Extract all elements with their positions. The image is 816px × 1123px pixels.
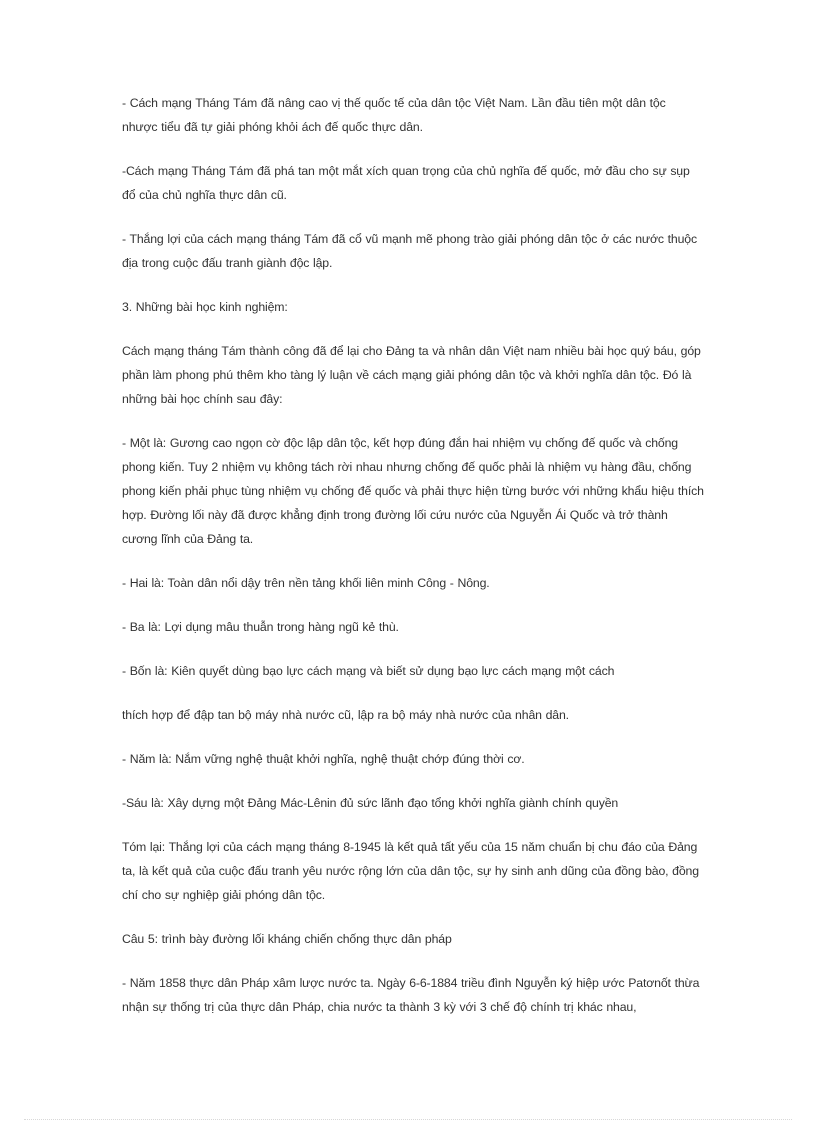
paragraph-liberation-movement: - Thắng lợi của cách mạng tháng Tám đã cổ vũ mạnh mẽ phong trào giải phóng dân tộc ở các nước thuộc địa trong cuộc đấu tranh giành độc lập. bbox=[122, 232, 697, 270]
question-heading: Câu 5: trình bày đường lối kháng chiến chống thực dân pháp bbox=[122, 932, 452, 946]
paragraph-imperialism-chain: -Cách mạng Tháng Tám đã phá tan một mắt xích quan trọng của chủ nghĩa đế quốc, mở đầu cho sự sụp đổ của chủ nghĩa thực dân cũ. bbox=[122, 164, 690, 202]
paragraph-lessons-intro: Cách mạng tháng Tám thành công đã để lại cho Đảng ta và nhân dân Việt nam nhiều bài học quý báu, góp phần làm phong phú thêm kho tàng lý luận về cách mạng giải phóng dân tộc và khởi nghĩa dân tộc. Đó là những bài học chính sau đây: bbox=[122, 344, 701, 406]
paragraph-lesson-six: -Sáu là: Xây dựng một Đảng Mác-Lênin đủ sức lãnh đạo tổng khởi nghĩa giành chính quyền bbox=[122, 796, 619, 810]
paragraph-lesson-four-continued: thích hợp để đập tan bộ máy nhà nước cũ, lập ra bộ máy nhà nước của nhân dân. bbox=[122, 708, 569, 722]
paragraph-summary: Tóm lại: Thắng lợi của cách mạng tháng 8-1945 là kết quả tất yếu của 15 năm chuẩn bị chu đáo của Đảng ta, là kết quả của cuộc đấu tranh yêu nước rộng lớn của dân tộc, sự hy sinh anh dũng của đồng bào, đồng chí cho sự nghiệp giải phóng dân tộc. bbox=[122, 840, 699, 902]
paragraph-international-position: - Cách mạng Tháng Tám đã nâng cao vị thế quốc tế của dân tộc Việt Nam. Lần đầu tiên một dân tộc nhược tiểu đã tự giải phóng khỏi ách đế quốc thực dân. bbox=[122, 96, 666, 134]
document-page bbox=[122, 91, 704, 1039]
page-bottom-border bbox=[24, 1119, 792, 1120]
section-heading-lessons: 3. Những bài học kinh nghiệm: bbox=[122, 300, 288, 314]
paragraph-french-invasion: - Năm 1858 thực dân Pháp xâm lược nước ta. Ngày 6-6-1884 triều đình Nguyễn ký hiệp ước Patơnốt thừa nhận sự thống trị của thực dân Pháp, chia nước ta thành 3 kỳ với 3 chế độ chính trị khác nhau, bbox=[122, 976, 700, 1014]
paragraph-lesson-three: - Ba là: Lợi dụng mâu thuẫn trong hàng ngũ kẻ thù. bbox=[122, 620, 399, 634]
paragraph-lesson-one: - Một là: Gương cao ngọn cờ độc lập dân tộc, kết hợp đúng đắn hai nhiệm vụ chống đế quốc và chống phong kiến. Tuy 2 nhiệm vụ không tách rời nhau nhưng chống đế quốc phải là nhiệm vụ hàng đầu, chống phong kiến phải phục tùng nhiệm vụ chống đế quốc và phải thực hiện từng bước với những khẩu hiệu thích hợp. Đường lối này đã được khẳng định trong đường lối cứu nước của Nguyễn Ái Quốc và trở thành cương lĩnh của Đảng ta. bbox=[122, 436, 704, 546]
paragraph-lesson-four: - Bốn là: Kiên quyết dùng bạo lực cách mạng và biết sử dụng bạo lực cách mạng một cách bbox=[122, 664, 615, 678]
paragraph-lesson-five: - Năm là: Nắm vững nghệ thuật khởi nghĩa, nghệ thuật chớp đúng thời cơ. bbox=[122, 752, 525, 766]
paragraph-lesson-two: - Hai là: Toàn dân nổi dậy trên nền tảng khối liên minh Công - Nông. bbox=[122, 576, 490, 590]
